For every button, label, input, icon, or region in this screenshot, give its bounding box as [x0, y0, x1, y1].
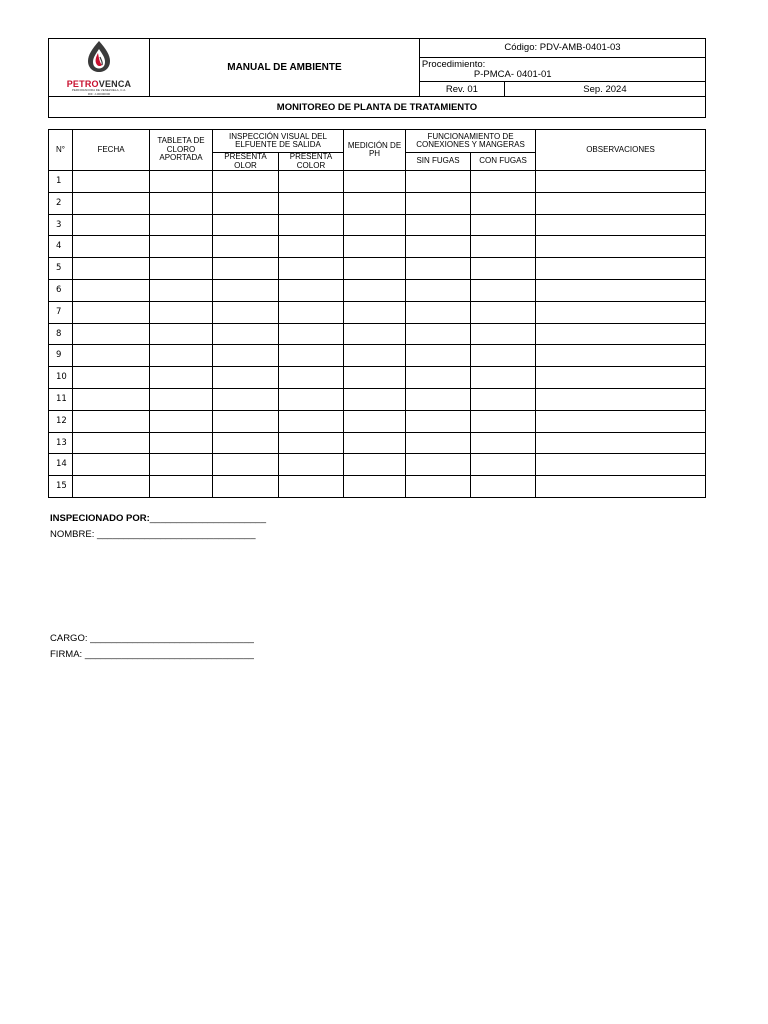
- revision-date: Sep. 2024: [504, 82, 705, 97]
- table-row: [49, 345, 706, 367]
- observaciones-cell[interactable]: [536, 345, 706, 367]
- tableta-cell[interactable]: [150, 279, 213, 301]
- cargo-field[interactable]: CARGO: _______________________________: [50, 633, 254, 644]
- con-fugas-cell[interactable]: [471, 258, 536, 280]
- ph-cell[interactable]: [344, 192, 406, 214]
- olor-cell[interactable]: [213, 410, 279, 432]
- row-number: 11: [49, 388, 73, 410]
- procedure-label: Procedimiento:: [421, 58, 486, 70]
- ph-cell[interactable]: [344, 236, 406, 258]
- color-cell[interactable]: [279, 454, 344, 476]
- inspected-by-label: INSPECIONADO POR:: [50, 513, 150, 524]
- ph-cell[interactable]: [344, 171, 406, 193]
- sin-fugas-cell[interactable]: [406, 171, 471, 193]
- sin-fugas-cell[interactable]: [406, 367, 471, 389]
- table-row: [49, 236, 706, 258]
- row-number: 15: [49, 476, 73, 498]
- fecha-cell[interactable]: [73, 301, 150, 323]
- tableta-cell[interactable]: [150, 432, 213, 454]
- con-fugas-cell[interactable]: [471, 279, 536, 301]
- olor-cell[interactable]: [213, 345, 279, 367]
- sin-fugas-cell[interactable]: [406, 214, 471, 236]
- col-header-observaciones: OBSERVACIONES: [536, 130, 706, 171]
- olor-cell[interactable]: [213, 171, 279, 193]
- row-number: 2: [49, 192, 73, 214]
- fecha-cell[interactable]: [73, 388, 150, 410]
- sin-fugas-cell[interactable]: [406, 323, 471, 345]
- olor-cell[interactable]: [213, 236, 279, 258]
- con-fugas-cell[interactable]: [471, 301, 536, 323]
- fecha-cell[interactable]: [73, 279, 150, 301]
- ph-cell[interactable]: [344, 367, 406, 389]
- row-number: 8: [49, 323, 73, 345]
- sin-fugas-cell[interactable]: [406, 192, 471, 214]
- observaciones-cell[interactable]: [536, 454, 706, 476]
- observaciones-cell[interactable]: [536, 301, 706, 323]
- monitoring-table: [48, 129, 706, 498]
- col-header-olor: PRESENTA OLOR: [213, 153, 279, 171]
- row-number: 12: [49, 410, 73, 432]
- ph-cell[interactable]: [344, 258, 406, 280]
- document-code: Código: PDV-AMB-0401-03: [419, 39, 705, 58]
- con-fugas-cell[interactable]: [471, 214, 536, 236]
- fecha-cell[interactable]: [73, 171, 150, 193]
- col-header-sin-fugas: SIN FUGAS: [406, 153, 471, 171]
- document-header: [48, 38, 706, 118]
- color-cell[interactable]: [279, 279, 344, 301]
- fecha-cell[interactable]: [73, 236, 150, 258]
- observaciones-cell[interactable]: [536, 192, 706, 214]
- color-cell[interactable]: [279, 301, 344, 323]
- tableta-cell[interactable]: [150, 367, 213, 389]
- ph-cell[interactable]: [344, 476, 406, 498]
- procedure-cell: [419, 57, 705, 82]
- olor-cell[interactable]: [213, 454, 279, 476]
- con-fugas-cell[interactable]: [471, 345, 536, 367]
- olor-cell[interactable]: [213, 214, 279, 236]
- fecha-cell[interactable]: [73, 432, 150, 454]
- row-number: 1: [49, 171, 73, 193]
- con-fugas-cell[interactable]: [471, 454, 536, 476]
- fecha-cell[interactable]: [73, 476, 150, 498]
- tableta-cell[interactable]: [150, 236, 213, 258]
- con-fugas-cell[interactable]: [471, 388, 536, 410]
- tableta-cell[interactable]: [150, 345, 213, 367]
- con-fugas-cell[interactable]: [471, 236, 536, 258]
- color-cell[interactable]: [279, 476, 344, 498]
- color-cell[interactable]: [279, 171, 344, 193]
- table-row: [49, 192, 706, 214]
- company-rif: RIF: J-00000000: [87, 91, 111, 96]
- observaciones-cell[interactable]: [536, 171, 706, 193]
- tableta-cell[interactable]: [150, 171, 213, 193]
- observaciones-cell[interactable]: [536, 279, 706, 301]
- sin-fugas-cell[interactable]: [406, 410, 471, 432]
- inspected-by-line: [50, 513, 266, 524]
- tableta-cell[interactable]: [150, 214, 213, 236]
- col-header-number: N°: [49, 130, 73, 171]
- sin-fugas-cell[interactable]: [406, 345, 471, 367]
- ph-cell[interactable]: [344, 388, 406, 410]
- tableta-cell[interactable]: [150, 454, 213, 476]
- olor-cell[interactable]: [213, 367, 279, 389]
- color-cell[interactable]: [279, 345, 344, 367]
- con-fugas-cell[interactable]: [471, 410, 536, 432]
- color-cell[interactable]: [279, 192, 344, 214]
- color-cell[interactable]: [279, 432, 344, 454]
- company-logo: [49, 39, 150, 97]
- nombre-field[interactable]: NOMBRE: ______________________________: [50, 529, 256, 540]
- color-cell[interactable]: [279, 388, 344, 410]
- observaciones-cell[interactable]: [536, 367, 706, 389]
- table-row: [49, 171, 706, 193]
- company-name: PETROVENCA: [66, 79, 132, 89]
- ph-cell[interactable]: [344, 279, 406, 301]
- row-number: 7: [49, 301, 73, 323]
- fecha-cell[interactable]: [73, 323, 150, 345]
- ph-cell[interactable]: [344, 454, 406, 476]
- row-number: 3: [49, 214, 73, 236]
- fecha-cell[interactable]: [73, 454, 150, 476]
- manual-title: MANUAL DE AMBIENTE: [150, 39, 420, 97]
- table-row: [49, 410, 706, 432]
- color-cell[interactable]: [279, 236, 344, 258]
- ph-cell[interactable]: [344, 214, 406, 236]
- sin-fugas-cell[interactable]: [406, 476, 471, 498]
- olor-cell[interactable]: [213, 432, 279, 454]
- olor-cell[interactable]: [213, 258, 279, 280]
- col-header-fecha: FECHA: [73, 130, 150, 171]
- fecha-cell[interactable]: [73, 345, 150, 367]
- color-cell[interactable]: [279, 323, 344, 345]
- tableta-cell[interactable]: [150, 323, 213, 345]
- observaciones-cell[interactable]: [536, 432, 706, 454]
- fecha-cell[interactable]: [73, 410, 150, 432]
- tableta-cell[interactable]: [150, 410, 213, 432]
- olor-cell[interactable]: [213, 388, 279, 410]
- tableta-cell[interactable]: [150, 301, 213, 323]
- row-number: 4: [49, 236, 73, 258]
- olor-cell[interactable]: [213, 192, 279, 214]
- fecha-cell[interactable]: [73, 214, 150, 236]
- table-row: [49, 367, 706, 389]
- row-number: 13: [49, 432, 73, 454]
- table-row: [49, 279, 706, 301]
- sin-fugas-cell[interactable]: [406, 388, 471, 410]
- row-number: 14: [49, 454, 73, 476]
- con-fugas-cell[interactable]: [471, 432, 536, 454]
- row-number: 9: [49, 345, 73, 367]
- ph-cell[interactable]: [344, 432, 406, 454]
- con-fugas-cell[interactable]: [471, 192, 536, 214]
- color-cell[interactable]: [279, 214, 344, 236]
- row-number: 5: [49, 258, 73, 280]
- col-header-ph: MEDICIÓN DE PH: [344, 130, 406, 171]
- ph-cell[interactable]: [344, 323, 406, 345]
- table-row: [49, 323, 706, 345]
- row-number: 6: [49, 279, 73, 301]
- sin-fugas-cell[interactable]: [406, 236, 471, 258]
- observaciones-cell[interactable]: [536, 258, 706, 280]
- fecha-cell[interactable]: [73, 192, 150, 214]
- table-row: [49, 388, 706, 410]
- olor-cell[interactable]: [213, 476, 279, 498]
- col-header-funcionamiento: FUNCIONAMIENTO DE CONEXIONES Y MANGERAS: [406, 130, 536, 153]
- col-header-color: PRESENTA COLOR: [279, 153, 344, 171]
- tableta-cell[interactable]: [150, 258, 213, 280]
- sin-fugas-cell[interactable]: [406, 432, 471, 454]
- observaciones-cell[interactable]: [536, 236, 706, 258]
- ph-cell[interactable]: [344, 410, 406, 432]
- table-row: [49, 258, 706, 280]
- table-row: [49, 301, 706, 323]
- observaciones-cell[interactable]: [536, 388, 706, 410]
- tableta-cell[interactable]: [150, 192, 213, 214]
- olor-cell[interactable]: [213, 301, 279, 323]
- con-fugas-cell[interactable]: [471, 323, 536, 345]
- observaciones-cell[interactable]: [536, 323, 706, 345]
- color-cell[interactable]: [279, 410, 344, 432]
- inspected-by-blank[interactable]: ______________________: [149, 513, 267, 524]
- procedure-value: P-PMCA- 0401-01: [473, 68, 552, 80]
- table-row: [49, 432, 706, 454]
- observaciones-cell[interactable]: [536, 476, 706, 498]
- observaciones-cell[interactable]: [536, 214, 706, 236]
- color-cell[interactable]: [279, 258, 344, 280]
- olor-cell[interactable]: [213, 323, 279, 345]
- color-cell[interactable]: [279, 367, 344, 389]
- col-header-tableta: TABLETA DE CLORO APORTADA: [150, 130, 213, 171]
- con-fugas-cell[interactable]: [471, 171, 536, 193]
- sin-fugas-cell[interactable]: [406, 279, 471, 301]
- sin-fugas-cell[interactable]: [406, 258, 471, 280]
- fecha-cell[interactable]: [73, 367, 150, 389]
- table-row: [49, 214, 706, 236]
- col-header-inspeccion: INSPECCIÓN VISUAL DEL ELFUENTE DE SALIDA: [213, 130, 344, 153]
- sin-fugas-cell[interactable]: [406, 454, 471, 476]
- ph-cell[interactable]: [344, 345, 406, 367]
- olor-cell[interactable]: [213, 279, 279, 301]
- col-header-con-fugas: CON FUGAS: [471, 153, 536, 171]
- revision: Rev. 01: [419, 82, 504, 97]
- con-fugas-cell[interactable]: [471, 367, 536, 389]
- con-fugas-cell[interactable]: [471, 476, 536, 498]
- tableta-cell[interactable]: [150, 476, 213, 498]
- table-row: [49, 454, 706, 476]
- observaciones-cell[interactable]: [536, 410, 706, 432]
- table-row: [49, 476, 706, 498]
- ph-cell[interactable]: [344, 301, 406, 323]
- company-subtitle: PERFORADORA DE VENEZUELA, C.A.: [71, 88, 127, 92]
- form-title: MONITOREO DE PLANTA DE TRATAMIENTO: [49, 97, 706, 118]
- sin-fugas-cell[interactable]: [406, 301, 471, 323]
- row-number: 10: [49, 367, 73, 389]
- fecha-cell[interactable]: [73, 258, 150, 280]
- firma-field[interactable]: FIRMA: ________________________________: [50, 649, 254, 660]
- tableta-cell[interactable]: [150, 388, 213, 410]
